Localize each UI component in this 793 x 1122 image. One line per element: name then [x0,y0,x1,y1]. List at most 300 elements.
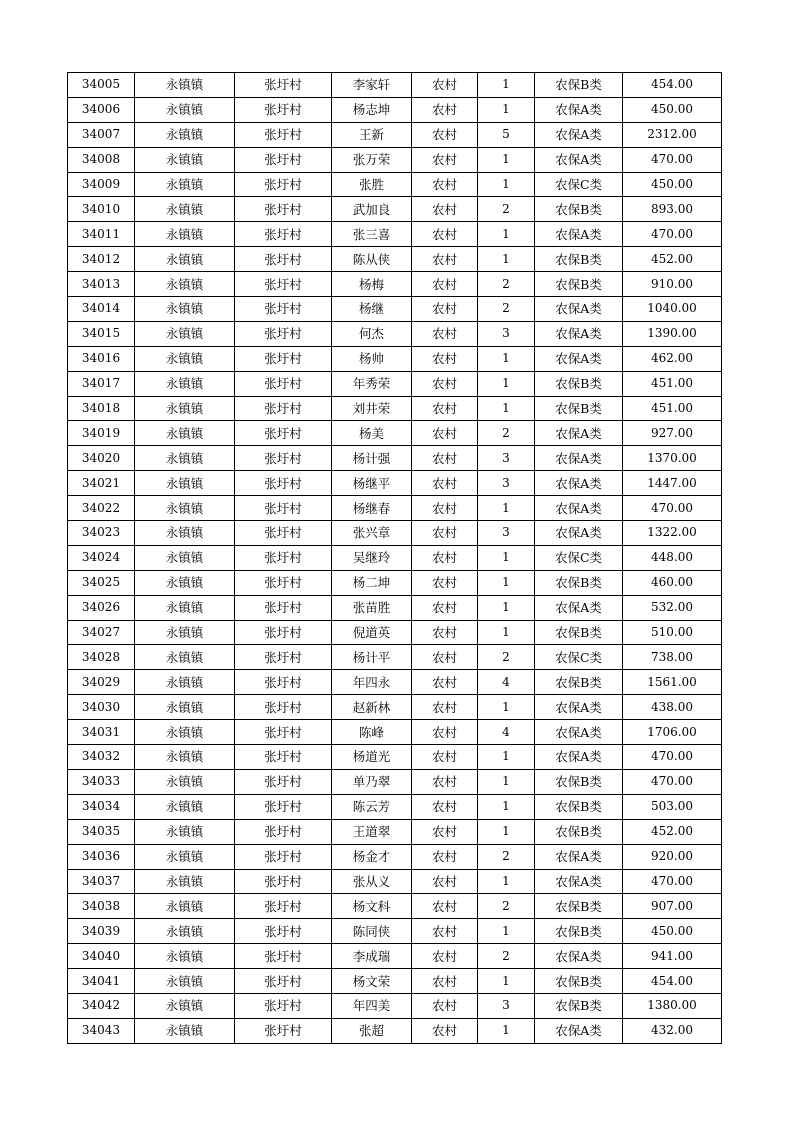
name-cell: 杨志坤 [332,97,412,122]
record-id-cell: 34025 [68,570,135,595]
household-count-cell: 3 [478,446,535,471]
name-cell: 陈从侠 [332,247,412,272]
insurance-category-cell: 农保B类 [535,794,623,819]
amount-cell: 941.00 [623,944,722,969]
village-cell: 张圩村 [235,471,332,496]
amount-cell: 510.00 [623,620,722,645]
record-id-cell: 34014 [68,297,135,322]
amount-cell: 450.00 [623,97,722,122]
insurance-category-cell: 农保B类 [535,894,623,919]
insurance-category-cell: 农保A类 [535,147,623,172]
record-id-cell: 34018 [68,396,135,421]
town-cell: 永镇镇 [135,222,235,247]
table-row [68,172,722,197]
insurance-category-cell: 农保B类 [535,919,623,944]
name-cell: 杨帅 [332,346,412,371]
record-id-cell: 34010 [68,197,135,222]
town-cell: 永镇镇 [135,521,235,546]
village-cell: 张圩村 [235,894,332,919]
area-type-cell: 农村 [412,371,478,396]
household-count-cell: 2 [478,421,535,446]
household-count-cell: 1 [478,695,535,720]
household-count-cell: 1 [478,869,535,894]
household-count-cell: 1 [478,222,535,247]
record-id-cell: 34020 [68,446,135,471]
name-cell: 杨文荣 [332,969,412,994]
insurance-category-cell: 农保A类 [535,321,623,346]
area-type-cell: 农村 [412,421,478,446]
village-cell: 张圩村 [235,819,332,844]
area-type-cell: 农村 [412,595,478,620]
area-type-cell: 农村 [412,993,478,1018]
name-cell: 张胜 [332,172,412,197]
record-id-cell: 34031 [68,720,135,745]
record-id-cell: 34024 [68,545,135,570]
subsidy-table-sheet [67,72,722,1044]
table-row [68,595,722,620]
record-id-cell: 34033 [68,769,135,794]
amount-cell: 927.00 [623,421,722,446]
insurance-category-cell: 农保C类 [535,545,623,570]
town-cell: 永镇镇 [135,321,235,346]
amount-cell: 470.00 [623,745,722,770]
name-cell: 张三喜 [332,222,412,247]
household-count-cell: 2 [478,844,535,869]
name-cell: 杨继 [332,297,412,322]
table-row [68,272,722,297]
table-row [68,944,722,969]
record-id-cell: 34017 [68,371,135,396]
household-count-cell: 5 [478,122,535,147]
table-row [68,1018,722,1043]
amount-cell: 1561.00 [623,670,722,695]
subsidy-table [67,72,722,1044]
town-cell: 永镇镇 [135,919,235,944]
insurance-category-cell: 农保B类 [535,396,623,421]
name-cell: 杨道光 [332,745,412,770]
table-row [68,346,722,371]
insurance-category-cell: 农保A类 [535,97,623,122]
amount-cell: 454.00 [623,73,722,98]
name-cell: 张超 [332,1018,412,1043]
record-id-cell: 34035 [68,819,135,844]
amount-cell: 1040.00 [623,297,722,322]
insurance-category-cell: 农保A类 [535,695,623,720]
table-row [68,969,722,994]
household-count-cell: 2 [478,645,535,670]
table-row [68,545,722,570]
household-count-cell: 4 [478,670,535,695]
household-count-cell: 1 [478,819,535,844]
name-cell: 陈峰 [332,720,412,745]
town-cell: 永镇镇 [135,247,235,272]
insurance-category-cell: 农保A类 [535,944,623,969]
amount-cell: 738.00 [623,645,722,670]
town-cell: 永镇镇 [135,769,235,794]
table-row [68,97,722,122]
table-row [68,371,722,396]
area-type-cell: 农村 [412,869,478,894]
table-row [68,421,722,446]
town-cell: 永镇镇 [135,297,235,322]
amount-cell: 1447.00 [623,471,722,496]
town-cell: 永镇镇 [135,421,235,446]
amount-cell: 470.00 [623,869,722,894]
town-cell: 永镇镇 [135,545,235,570]
area-type-cell: 农村 [412,97,478,122]
insurance-category-cell: 农保A类 [535,869,623,894]
amount-cell: 470.00 [623,769,722,794]
area-type-cell: 农村 [412,844,478,869]
insurance-category-cell: 农保A类 [535,222,623,247]
household-count-cell: 1 [478,1018,535,1043]
name-cell: 武加良 [332,197,412,222]
household-count-cell: 1 [478,570,535,595]
area-type-cell: 农村 [412,197,478,222]
town-cell: 永镇镇 [135,1018,235,1043]
name-cell: 吴继玲 [332,545,412,570]
record-id-cell: 34029 [68,670,135,695]
table-row [68,695,722,720]
town-cell: 永镇镇 [135,496,235,521]
village-cell: 张圩村 [235,172,332,197]
area-type-cell: 农村 [412,894,478,919]
town-cell: 永镇镇 [135,471,235,496]
household-count-cell: 1 [478,97,535,122]
village-cell: 张圩村 [235,247,332,272]
village-cell: 张圩村 [235,969,332,994]
amount-cell: 920.00 [623,844,722,869]
amount-cell: 910.00 [623,272,722,297]
amount-cell: 1380.00 [623,993,722,1018]
area-type-cell: 农村 [412,521,478,546]
name-cell: 王道翠 [332,819,412,844]
village-cell: 张圩村 [235,521,332,546]
village-cell: 张圩村 [235,595,332,620]
amount-cell: 460.00 [623,570,722,595]
insurance-category-cell: 农保C类 [535,172,623,197]
name-cell: 杨文科 [332,894,412,919]
name-cell: 张万荣 [332,147,412,172]
amount-cell: 532.00 [623,595,722,620]
name-cell: 赵新林 [332,695,412,720]
area-type-cell: 农村 [412,396,478,421]
table-row [68,993,722,1018]
village-cell: 张圩村 [235,620,332,645]
household-count-cell: 1 [478,496,535,521]
area-type-cell: 农村 [412,73,478,98]
town-cell: 永镇镇 [135,745,235,770]
amount-cell: 1322.00 [623,521,722,546]
amount-cell: 454.00 [623,969,722,994]
table-row [68,894,722,919]
name-cell: 张兴章 [332,521,412,546]
record-id-cell: 34026 [68,595,135,620]
insurance-category-cell: 农保B类 [535,197,623,222]
table-row [68,446,722,471]
town-cell: 永镇镇 [135,346,235,371]
insurance-category-cell: 农保C类 [535,645,623,670]
name-cell: 杨计平 [332,645,412,670]
area-type-cell: 农村 [412,297,478,322]
household-count-cell: 1 [478,396,535,421]
town-cell: 永镇镇 [135,695,235,720]
amount-cell: 1390.00 [623,321,722,346]
insurance-category-cell: 农保A类 [535,844,623,869]
area-type-cell: 农村 [412,496,478,521]
table-row [68,570,722,595]
area-type-cell: 农村 [412,222,478,247]
insurance-category-cell: 农保A类 [535,1018,623,1043]
area-type-cell: 农村 [412,172,478,197]
insurance-category-cell: 农保B类 [535,969,623,994]
village-cell: 张圩村 [235,371,332,396]
table-row [68,321,722,346]
household-count-cell: 1 [478,247,535,272]
area-type-cell: 农村 [412,769,478,794]
record-id-cell: 34022 [68,496,135,521]
household-count-cell: 1 [478,769,535,794]
record-id-cell: 34015 [68,321,135,346]
table-row [68,745,722,770]
household-count-cell: 1 [478,969,535,994]
insurance-category-cell: 农保B类 [535,247,623,272]
record-id-cell: 34037 [68,869,135,894]
village-cell: 张圩村 [235,97,332,122]
name-cell: 年四美 [332,993,412,1018]
household-count-cell: 4 [478,720,535,745]
household-count-cell: 1 [478,346,535,371]
record-id-cell: 34038 [68,894,135,919]
household-count-cell: 3 [478,521,535,546]
record-id-cell: 34006 [68,97,135,122]
town-cell: 永镇镇 [135,147,235,172]
household-count-cell: 1 [478,745,535,770]
area-type-cell: 农村 [412,147,478,172]
insurance-category-cell: 农保B类 [535,670,623,695]
village-cell: 张圩村 [235,769,332,794]
household-count-cell: 1 [478,595,535,620]
household-count-cell: 2 [478,944,535,969]
insurance-category-cell: 农保B类 [535,570,623,595]
insurance-category-cell: 农保A类 [535,446,623,471]
village-cell: 张圩村 [235,745,332,770]
town-cell: 永镇镇 [135,595,235,620]
record-id-cell: 34034 [68,794,135,819]
area-type-cell: 农村 [412,919,478,944]
record-id-cell: 34021 [68,471,135,496]
village-cell: 张圩村 [235,272,332,297]
town-cell: 永镇镇 [135,122,235,147]
town-cell: 永镇镇 [135,620,235,645]
village-cell: 张圩村 [235,396,332,421]
village-cell: 张圩村 [235,73,332,98]
name-cell: 王新 [332,122,412,147]
insurance-category-cell: 农保A类 [535,745,623,770]
area-type-cell: 农村 [412,745,478,770]
name-cell: 陈同侠 [332,919,412,944]
name-cell: 李家轩 [332,73,412,98]
village-cell: 张圩村 [235,919,332,944]
record-id-cell: 34041 [68,969,135,994]
name-cell: 陈云芳 [332,794,412,819]
village-cell: 张圩村 [235,645,332,670]
record-id-cell: 34032 [68,745,135,770]
amount-cell: 1370.00 [623,446,722,471]
area-type-cell: 农村 [412,321,478,346]
town-cell: 永镇镇 [135,894,235,919]
town-cell: 永镇镇 [135,969,235,994]
village-cell: 张圩村 [235,197,332,222]
amount-cell: 893.00 [623,197,722,222]
record-id-cell: 34027 [68,620,135,645]
record-id-cell: 34008 [68,147,135,172]
record-id-cell: 34009 [68,172,135,197]
village-cell: 张圩村 [235,844,332,869]
name-cell: 倪道英 [332,620,412,645]
town-cell: 永镇镇 [135,272,235,297]
amount-cell: 448.00 [623,545,722,570]
record-id-cell: 34016 [68,346,135,371]
record-id-cell: 34013 [68,272,135,297]
area-type-cell: 农村 [412,346,478,371]
insurance-category-cell: 农保B类 [535,272,623,297]
table-row [68,396,722,421]
insurance-category-cell: 农保B类 [535,993,623,1018]
area-type-cell: 农村 [412,695,478,720]
town-cell: 永镇镇 [135,645,235,670]
amount-cell: 470.00 [623,496,722,521]
table-row [68,521,722,546]
town-cell: 永镇镇 [135,844,235,869]
household-count-cell: 2 [478,197,535,222]
name-cell: 杨梅 [332,272,412,297]
table-row [68,919,722,944]
name-cell: 杨计强 [332,446,412,471]
table-row [68,645,722,670]
amount-cell: 462.00 [623,346,722,371]
town-cell: 永镇镇 [135,172,235,197]
record-id-cell: 34043 [68,1018,135,1043]
village-cell: 张圩村 [235,794,332,819]
amount-cell: 451.00 [623,396,722,421]
amount-cell: 451.00 [623,371,722,396]
area-type-cell: 农村 [412,645,478,670]
area-type-cell: 农村 [412,969,478,994]
village-cell: 张圩村 [235,222,332,247]
area-type-cell: 农村 [412,570,478,595]
record-id-cell: 34036 [68,844,135,869]
amount-cell: 452.00 [623,247,722,272]
name-cell: 杨美 [332,421,412,446]
table-row [68,670,722,695]
area-type-cell: 农村 [412,122,478,147]
record-id-cell: 34012 [68,247,135,272]
insurance-category-cell: 农保B类 [535,73,623,98]
area-type-cell: 农村 [412,944,478,969]
household-count-cell: 2 [478,894,535,919]
area-type-cell: 农村 [412,794,478,819]
table-row [68,720,722,745]
amount-cell: 450.00 [623,919,722,944]
table-row [68,794,722,819]
insurance-category-cell: 农保A类 [535,496,623,521]
village-cell: 张圩村 [235,1018,332,1043]
amount-cell: 438.00 [623,695,722,720]
town-cell: 永镇镇 [135,819,235,844]
area-type-cell: 农村 [412,620,478,645]
insurance-category-cell: 农保A类 [535,346,623,371]
area-type-cell: 农村 [412,272,478,297]
area-type-cell: 农村 [412,471,478,496]
household-count-cell: 1 [478,919,535,944]
name-cell: 单乃翠 [332,769,412,794]
household-count-cell: 1 [478,172,535,197]
village-cell: 张圩村 [235,346,332,371]
village-cell: 张圩村 [235,421,332,446]
village-cell: 张圩村 [235,321,332,346]
amount-cell: 470.00 [623,147,722,172]
table-row [68,844,722,869]
village-cell: 张圩村 [235,869,332,894]
town-cell: 永镇镇 [135,869,235,894]
table-row [68,247,722,272]
household-count-cell: 2 [478,297,535,322]
village-cell: 张圩村 [235,993,332,1018]
household-count-cell: 3 [478,321,535,346]
insurance-category-cell: 农保B类 [535,819,623,844]
table-row [68,869,722,894]
village-cell: 张圩村 [235,446,332,471]
household-count-cell: 1 [478,147,535,172]
insurance-category-cell: 农保A类 [535,595,623,620]
town-cell: 永镇镇 [135,371,235,396]
insurance-category-cell: 农保A类 [535,421,623,446]
village-cell: 张圩村 [235,570,332,595]
amount-cell: 450.00 [623,172,722,197]
name-cell: 杨继平 [332,471,412,496]
town-cell: 永镇镇 [135,570,235,595]
town-cell: 永镇镇 [135,197,235,222]
amount-cell: 470.00 [623,222,722,247]
name-cell: 年秀荣 [332,371,412,396]
insurance-category-cell: 农保A类 [535,122,623,147]
household-count-cell: 1 [478,371,535,396]
amount-cell: 2312.00 [623,122,722,147]
insurance-category-cell: 农保A类 [535,471,623,496]
village-cell: 张圩村 [235,695,332,720]
name-cell: 何杰 [332,321,412,346]
insurance-category-cell: 农保A类 [535,720,623,745]
household-count-cell: 3 [478,993,535,1018]
town-cell: 永镇镇 [135,993,235,1018]
record-id-cell: 34040 [68,944,135,969]
table-row [68,471,722,496]
area-type-cell: 农村 [412,670,478,695]
area-type-cell: 农村 [412,1018,478,1043]
household-count-cell: 2 [478,272,535,297]
insurance-category-cell: 农保B类 [535,371,623,396]
insurance-category-cell: 农保B类 [535,620,623,645]
amount-cell: 503.00 [623,794,722,819]
name-cell: 杨继春 [332,496,412,521]
insurance-category-cell: 农保A类 [535,521,623,546]
name-cell: 杨二坤 [332,570,412,595]
town-cell: 永镇镇 [135,396,235,421]
amount-cell: 452.00 [623,819,722,844]
village-cell: 张圩村 [235,297,332,322]
amount-cell: 907.00 [623,894,722,919]
